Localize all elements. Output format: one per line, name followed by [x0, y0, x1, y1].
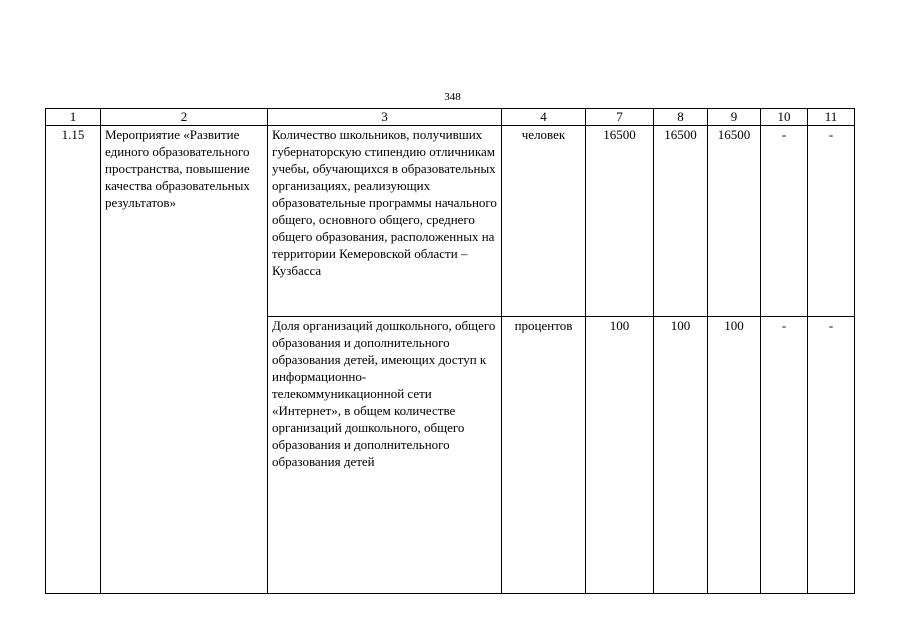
- value-col-10: -: [761, 126, 808, 317]
- value-col-7: 16500: [586, 126, 654, 317]
- header-col-8: 8: [654, 109, 708, 126]
- data-table: [45, 108, 855, 594]
- value-col-9: 16500: [708, 126, 761, 317]
- header-col-4: 4: [502, 109, 586, 126]
- value-col-8: 100: [654, 317, 708, 594]
- header-col-11: 11: [808, 109, 855, 126]
- value-col-9: 100: [708, 317, 761, 594]
- header-col-2: 2: [101, 109, 268, 126]
- table-row: [46, 126, 855, 317]
- header-col-10: 10: [761, 109, 808, 126]
- value-col-11: -: [808, 317, 855, 594]
- header-col-3: 3: [268, 109, 502, 126]
- value-col-8: 16500: [654, 126, 708, 317]
- indicator-name: Количество школьников, получивших губернаторскую стипендию отличникам учебы, обучающихся в образовательных организациях, реализующих образовательные программы начального общего, основного общего, среднего общего образования, расположенных на территории Кемеровской области – Кузбасса: [268, 126, 502, 317]
- value-col-7: 100: [586, 317, 654, 594]
- header-col-1: 1: [46, 109, 101, 126]
- page-number: 348: [444, 91, 461, 103]
- header-row: [46, 109, 855, 126]
- event-name: Мероприятие «Развитие единого образовательного пространства, повышение качества образовательных результатов»: [101, 126, 268, 594]
- header-col-7: 7: [586, 109, 654, 126]
- value-col-11: -: [808, 126, 855, 317]
- unit-cell: процентов: [502, 317, 586, 594]
- unit-cell: человек: [502, 126, 586, 317]
- indicator-name: Доля организаций дошкольного, общего образования и дополнительного образования детей, имеющих доступ к информационно-телекоммуникационной сети «Интернет», в общем количестве организаций дошкольного, общего образования и дополнительного образования детей: [268, 317, 502, 594]
- value-col-10: -: [761, 317, 808, 594]
- row-number: 1.15: [46, 126, 101, 594]
- header-col-9: 9: [708, 109, 761, 126]
